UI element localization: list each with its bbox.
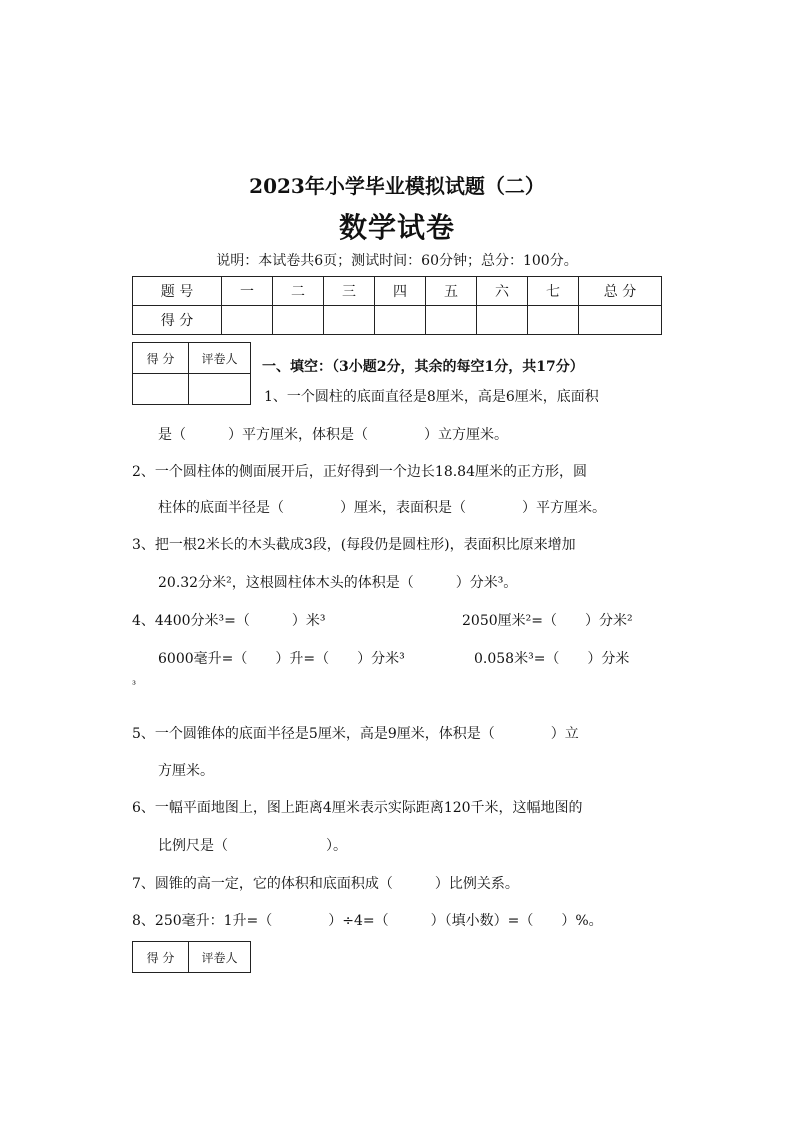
question-line: 2050厘米²=（ ）分米²: [462, 613, 633, 629]
score-cell: [528, 306, 579, 335]
question-line: 5、一个圆锥体的底面半径是5厘米，高是9厘米，体积是（ ）立: [132, 726, 579, 742]
question-line: 8、250毫升：1升=（ ）÷4=（ ）（填小数）=（ ）%。: [132, 913, 603, 929]
section-heading: 一、填空：（3小题2分，其余的每空1分，共17分）: [262, 359, 584, 375]
question-line: 1、一个圆柱的底面直径是8厘米，高是6厘米，底面积: [264, 389, 599, 405]
score-table-col-total: 总 分: [579, 277, 662, 306]
score-table-header-row: [133, 277, 662, 306]
question-line: ³: [132, 680, 137, 691]
score-cell: [579, 306, 662, 335]
grader-score-label: 得 分: [133, 942, 189, 973]
question-line: 4、4400分米³=（ ）米³: [132, 613, 326, 629]
question-line: 比例尺是（ ）。: [158, 838, 347, 854]
score-cell: [222, 306, 273, 335]
question-line: 0.058米³=（ ）分米: [474, 651, 630, 667]
score-cell: [324, 306, 375, 335]
question-line: 方厘米。: [158, 763, 214, 779]
score-table-header-label: 题 号: [133, 277, 222, 306]
grader-name-label: 评卷人: [189, 343, 251, 374]
question-line: 柱体的底面半径是（ ）厘米，表面积是（ ）平方厘米。: [158, 500, 606, 516]
exam-year-title: 2023年小学毕业模拟试题（二）: [249, 174, 545, 198]
score-cell: [426, 306, 477, 335]
exam-subject-title: 数学试卷: [338, 211, 455, 244]
question-line: 2、一个圆柱体的侧面展开后，正好得到一个边长18.84厘米的正方形，圆: [132, 464, 587, 480]
score-cell: [375, 306, 426, 335]
score-table-col-4: 四: [375, 277, 426, 306]
grader-box: [132, 342, 251, 405]
grader-name-cell: [189, 374, 251, 405]
score-cell: [477, 306, 528, 335]
grader-score-label: 得 分: [133, 343, 189, 374]
score-table-col-1: 一: [222, 277, 273, 306]
score-table-row-label: 得 分: [133, 306, 222, 335]
question-line: 7、圆锥的高一定，它的体积和底面积成（ ）比例关系。: [132, 876, 519, 892]
score-table-col-2: 二: [273, 277, 324, 306]
exam-instructions: 说明：本试卷共6页；测试时间：60分钟；总分：100分。: [216, 253, 578, 269]
grader-box: [132, 941, 251, 973]
question-line: 是（ ）平方厘米，体积是（ ）立方厘米。: [158, 427, 508, 443]
score-table-col-7: 七: [528, 277, 579, 306]
score-table: [132, 276, 662, 335]
score-table-col-3: 三: [324, 277, 375, 306]
question-line: 20.32分米²，这根圆柱体木头的体积是（ ）分米³。: [158, 575, 518, 591]
score-table-col-5: 五: [426, 277, 477, 306]
question-line: 6、一幅平面地图上，图上距离4厘米表示实际距离120千米，这幅地图的: [132, 800, 583, 816]
score-cell: [273, 306, 324, 335]
score-table-col-6: 六: [477, 277, 528, 306]
grader-name-label: 评卷人: [189, 942, 251, 973]
question-line: 3、把一根2米长的木头截成3段，(每段仍是圆柱形)，表面积比原来增加: [132, 537, 576, 553]
question-line: 6000毫升=（ ）升=（ ）分米³: [158, 651, 405, 667]
score-table-score-row: [133, 306, 662, 335]
grader-score-cell: [133, 374, 189, 405]
